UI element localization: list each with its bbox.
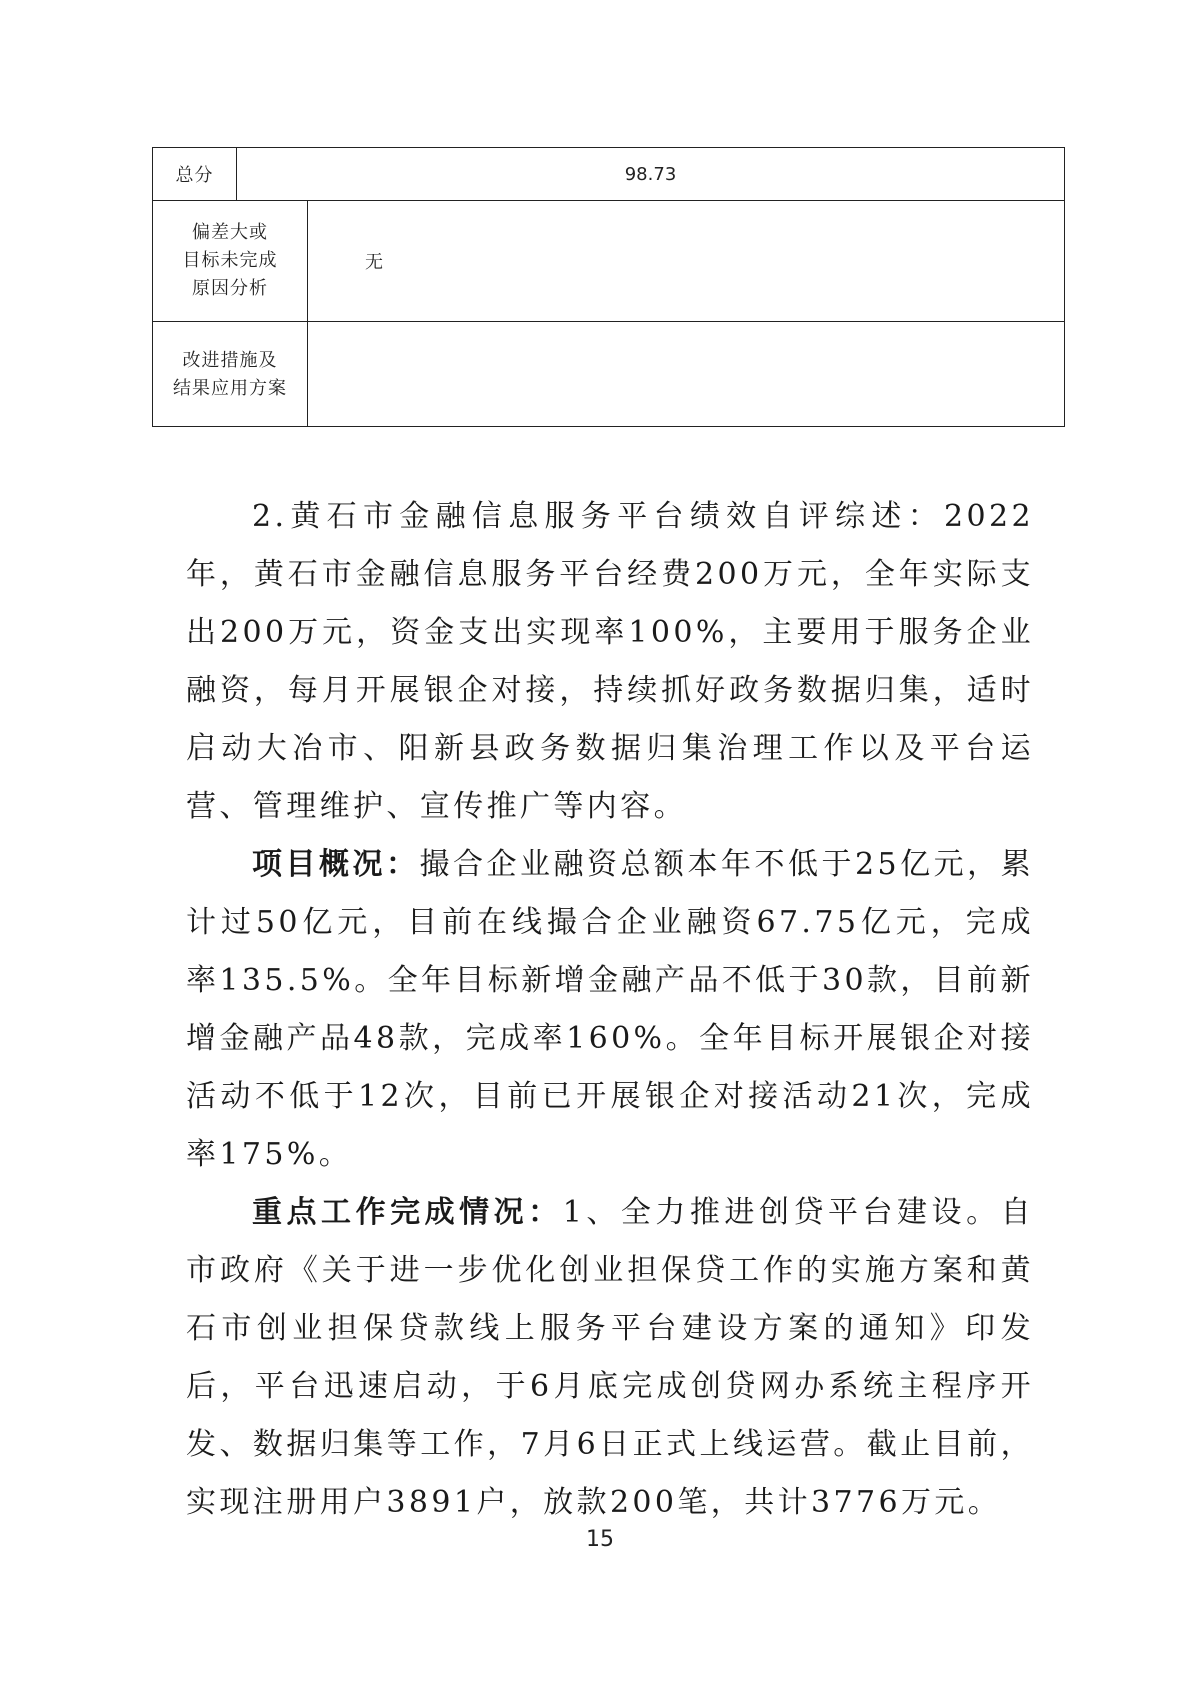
- total-score-label: 总分: [153, 148, 237, 200]
- project-overview-heading: 项目概况：: [252, 847, 420, 882]
- evaluation-table: [152, 147, 1065, 427]
- improvement-plan-label: 改进措施及 结果应用方案: [153, 322, 308, 427]
- document-body: [186, 488, 1034, 1532]
- paragraph-summary: 2.黄石市金融信息服务平台绩效自评综述：2022年，黄石市金融信息服务平台经费200万元，全年实际支出200万元，资金支出实现率100%，主要用于服务企业融资，每月开展银企对接，持续抓好政务数据归集，适时启动大冶市、阳新县政务数据归集治理工作以及平台运营、管理维护、宣传推广等内容。: [186, 499, 1034, 824]
- paragraph-project-overview: [186, 836, 1034, 1184]
- deviation-analysis-value: 无: [365, 252, 383, 273]
- improvement-plan-row: [153, 322, 1064, 427]
- project-overview-text: 撮合企业融资总额本年不低于25亿元，累计过50亿元，目前在线撮合企业融资67.75亿元，完成率135.5%。全年目标新增金融产品不低于30款，目前新增金融产品48款，完成率160%。全年目标开展银企对接活动不低于12次，目前已开展银企对接活动21次，完成率175%。: [186, 847, 1035, 1172]
- deviation-analysis-label: 偏差大或 目标未完成 原因分析: [153, 201, 308, 321]
- total-score-value: 98.73: [624, 163, 677, 185]
- page-number: 15: [586, 1527, 614, 1552]
- total-score-row: [153, 148, 1064, 201]
- improvement-plan-value: [308, 322, 1064, 427]
- key-work-heading: 重点工作完成情况：: [252, 1195, 563, 1230]
- deviation-analysis-row: [153, 201, 1064, 322]
- key-work-text: 1、全力推进创贷平台建设。自市政府《关于进一步优化创业担保贷工作的实施方案和黄石市创业担保贷款线上服务平台建设方案的通知》印发后，平台迅速启动，于6月底完成创贷网办系统主程序开发、数据归集等工作，7月6日正式上线运营。截止目前，实现注册用户3891户，放款200笔，共计3776万元。: [186, 1195, 1035, 1520]
- paragraph-key-work: [186, 1184, 1034, 1532]
